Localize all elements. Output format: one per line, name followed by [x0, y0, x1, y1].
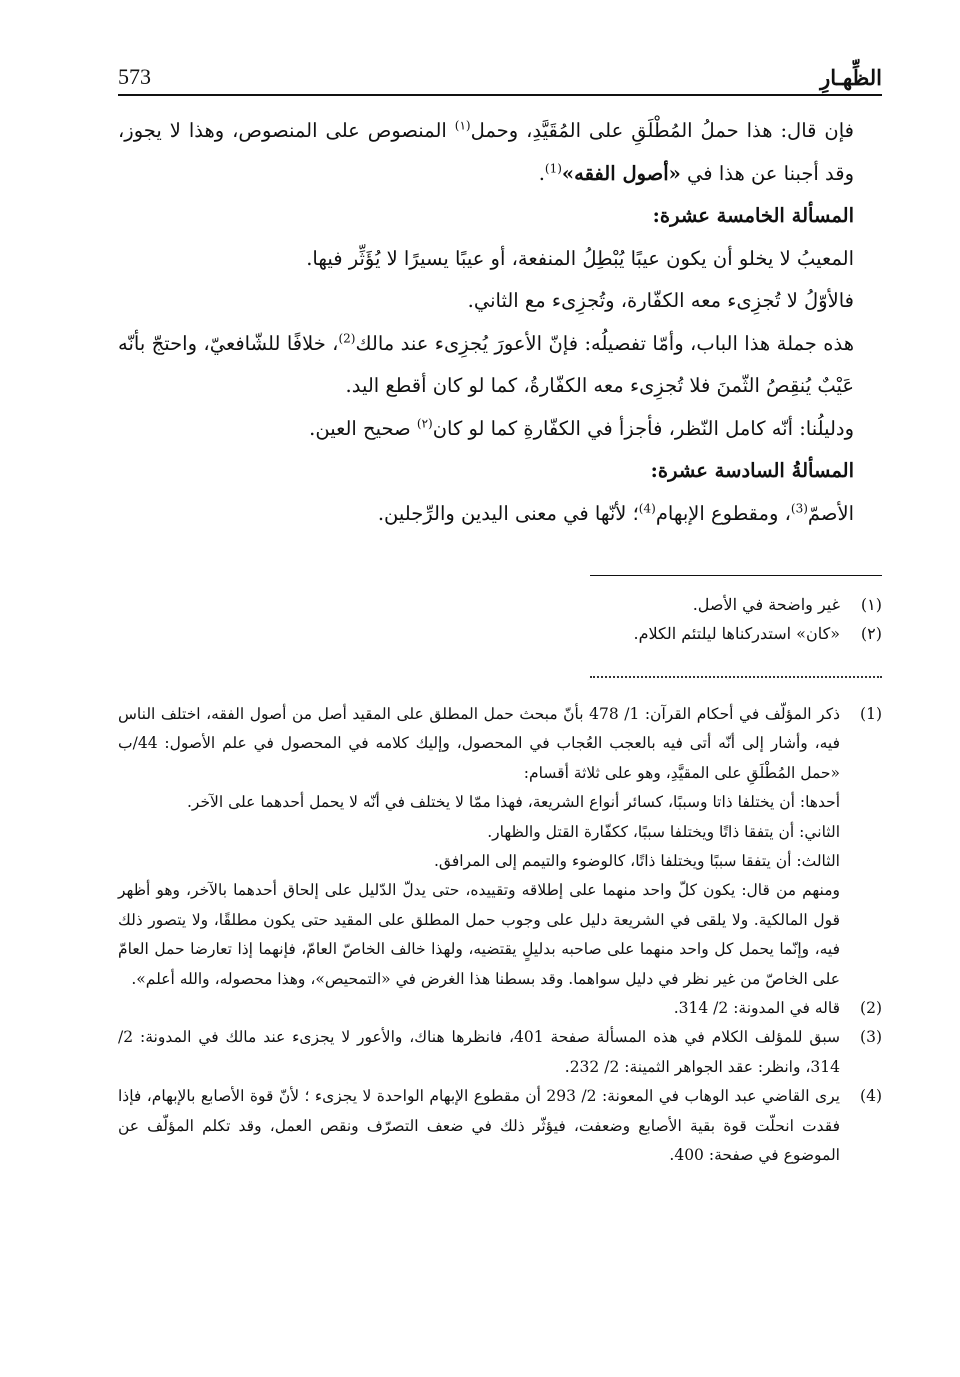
footnote-number: (1): [860, 705, 882, 723]
footnote-number: (2): [860, 999, 882, 1018]
footnote-ref: (٢): [416, 416, 433, 430]
footnote-text: غير واضحة في الأصل.: [692, 595, 840, 614]
footnote: [118, 1082, 882, 1170]
main-text: [118, 110, 882, 535]
book-title: «أصول الفقه»: [561, 161, 681, 185]
footnote-ref: (١): [454, 118, 471, 133]
page-number: 573: [118, 64, 151, 89]
paragraph-2: المعيبُ لا يخلو أن يكون عيبًا يُبْطِلُ المنفعة، أو عيبًا يسيرًا لا يُؤَثِّر فيها.: [306, 246, 854, 270]
paragraph-5: ودليلُنا: أنّه كامل النّظر، فأجزأ في الكفّارةِ كما لو كان$^{(٢)}$ صحيح العين.: [309, 416, 854, 440]
footnote-number: (4): [860, 1087, 882, 1106]
footnote-divider: [590, 575, 882, 576]
footnote: [118, 994, 882, 1023]
running-title: الظِّهـارِ: [820, 65, 882, 90]
footnote: [118, 590, 882, 619]
footnote-text: قاله في المدونة: 2/ 314.: [673, 999, 840, 1018]
footnote-ref: (3): [790, 501, 808, 515]
footnote-ref: (1): [544, 161, 562, 175]
footnote-text: «كان» استدركناها ليلتئم الكلام.: [633, 624, 840, 643]
footnote-text: سبق للمؤلف الكلام في هذه المسألة صفحة 401، فانظرها هناك، والأعور لا يجزىء عند مالك في المدونة: 2/ 314، وانظر: عقد الجواهر الثمينة: 2/ 232.: [118, 1028, 840, 1076]
footnote: [118, 700, 882, 994]
paragraph-4: هذه جملة هذا الباب، وأمّا تفصيلُه: فإنّ الأعورَ يُجزِىء عند مالك$^{(2)}$، خلافًا للشّافعيّ، واحتجّ بأنّه عَيْبٌ يُنقِصُ الثّمنَ فلا تُجزِىء معه الكفّارةُ، كما لو كان أقطع اليد.: [118, 331, 854, 397]
section-heading-16: المسألةُ السادسة عشرة:: [650, 459, 854, 482]
footnote-number: (٢): [860, 624, 882, 643]
footnote-text: يرى القاضي عبد الوهاب في المعونة: 2/ 293 أن مقطوع الإبهام الواحدة لا يجزىء ؛ لأنّ قوة الأصابع بالإبهام، فإذا فقدت انحلّت قوة بقية الأصابع وضعفت، فيؤثّر ذلك في ضعف التصرّف ونقص العمل، وقد تكلم المؤلّف عن الموضوع في صفحة: 400.: [118, 1087, 840, 1165]
footnote: [118, 619, 882, 648]
footnote-ref: (4): [638, 501, 656, 515]
footnote-text: ذكر المؤلّف في أحكام القرآن: 1/ 478 بأنّ مبحث حمل المطلق على المقيد أصل من أصول الفقه، اختلف الناس فيه، وأشار إلى أنّه أتى فيه بالعجب العُجاب في المحصول، وإليك كلامه في المحصول في علم الأصول: 44/ب «حمل المُطْلَقِ على المقيَّدِ، وهو على ثلاثة أقسام: أحدها: أن يختلفا ذاتا وسببًا، كسائر أنواع الشريعة، فهذا ممّا لا يختلف في أنّه لا يحمل أحدهما على الآخر. الثاني: أن يتفقا ذاتًا ويختلفا سببًا، ككفّارة القتل والظهار. الثالث: أن يتفقا سببًا ويختلفا ذاتًا، كالوضوء والتيمم إلى المرافق. ومنهم من قال: يكون كلّ واحد منهما على إطلاقه وتقييده، حتى يدلّ الدّليل على إلحاق أحدهما بالآخر، وهو أظهر قول المالكية. ولا يلقى في الشريعة دليل على وجوب حمل المطلق على المقيد حتى يكون مطلقًا، ولا يتصور ذلك فيه، وإنّما يحمل كل واحد منهما على صاحبه بدليلٍ يقتضيه، ولهذا خالف الخاصّ العامّ، فإنهما إذا تعارضا حمل العامّ على الخاصّ من غير نظر في دليل سواهما. وقد بسطنا هذا الغرض في «التمحيص»، وهذا محصوله، والله أعلم».: [118, 705, 840, 988]
footnote-number: (3): [860, 1028, 882, 1047]
dotted-divider: [590, 676, 882, 678]
footnote: [118, 1023, 882, 1082]
footnote-number: (١): [860, 595, 882, 614]
editor-notes: [118, 590, 882, 648]
section-heading-15: المسألة الخامسة عشرة:: [652, 204, 854, 227]
annotator-notes: [118, 700, 882, 1171]
paragraph-6: الأصمّ$^{(3)}$، ومقطوع الإبهام$^{(4)}$؛ لأنّها في معنى اليدين والرِّجلين.: [377, 501, 854, 525]
page-header: [118, 58, 882, 96]
paragraph-3: فالأوّلُ لا تُجزِىء معه الكفّارة، وتُجزِىء مع الثاني.: [467, 289, 854, 312]
footnote-ref: (2): [338, 331, 356, 345]
paragraph-1: فإن قال: هذا حملُ المُطْلَقِ على المُقَيَّدِ، وحمل$^{(١)}$ المنصوص على المنصوص، وهذا لا يجوز، وقد أجبنا عن هذا في «أصول الفقه»$^{(1)}$.: [118, 118, 854, 185]
